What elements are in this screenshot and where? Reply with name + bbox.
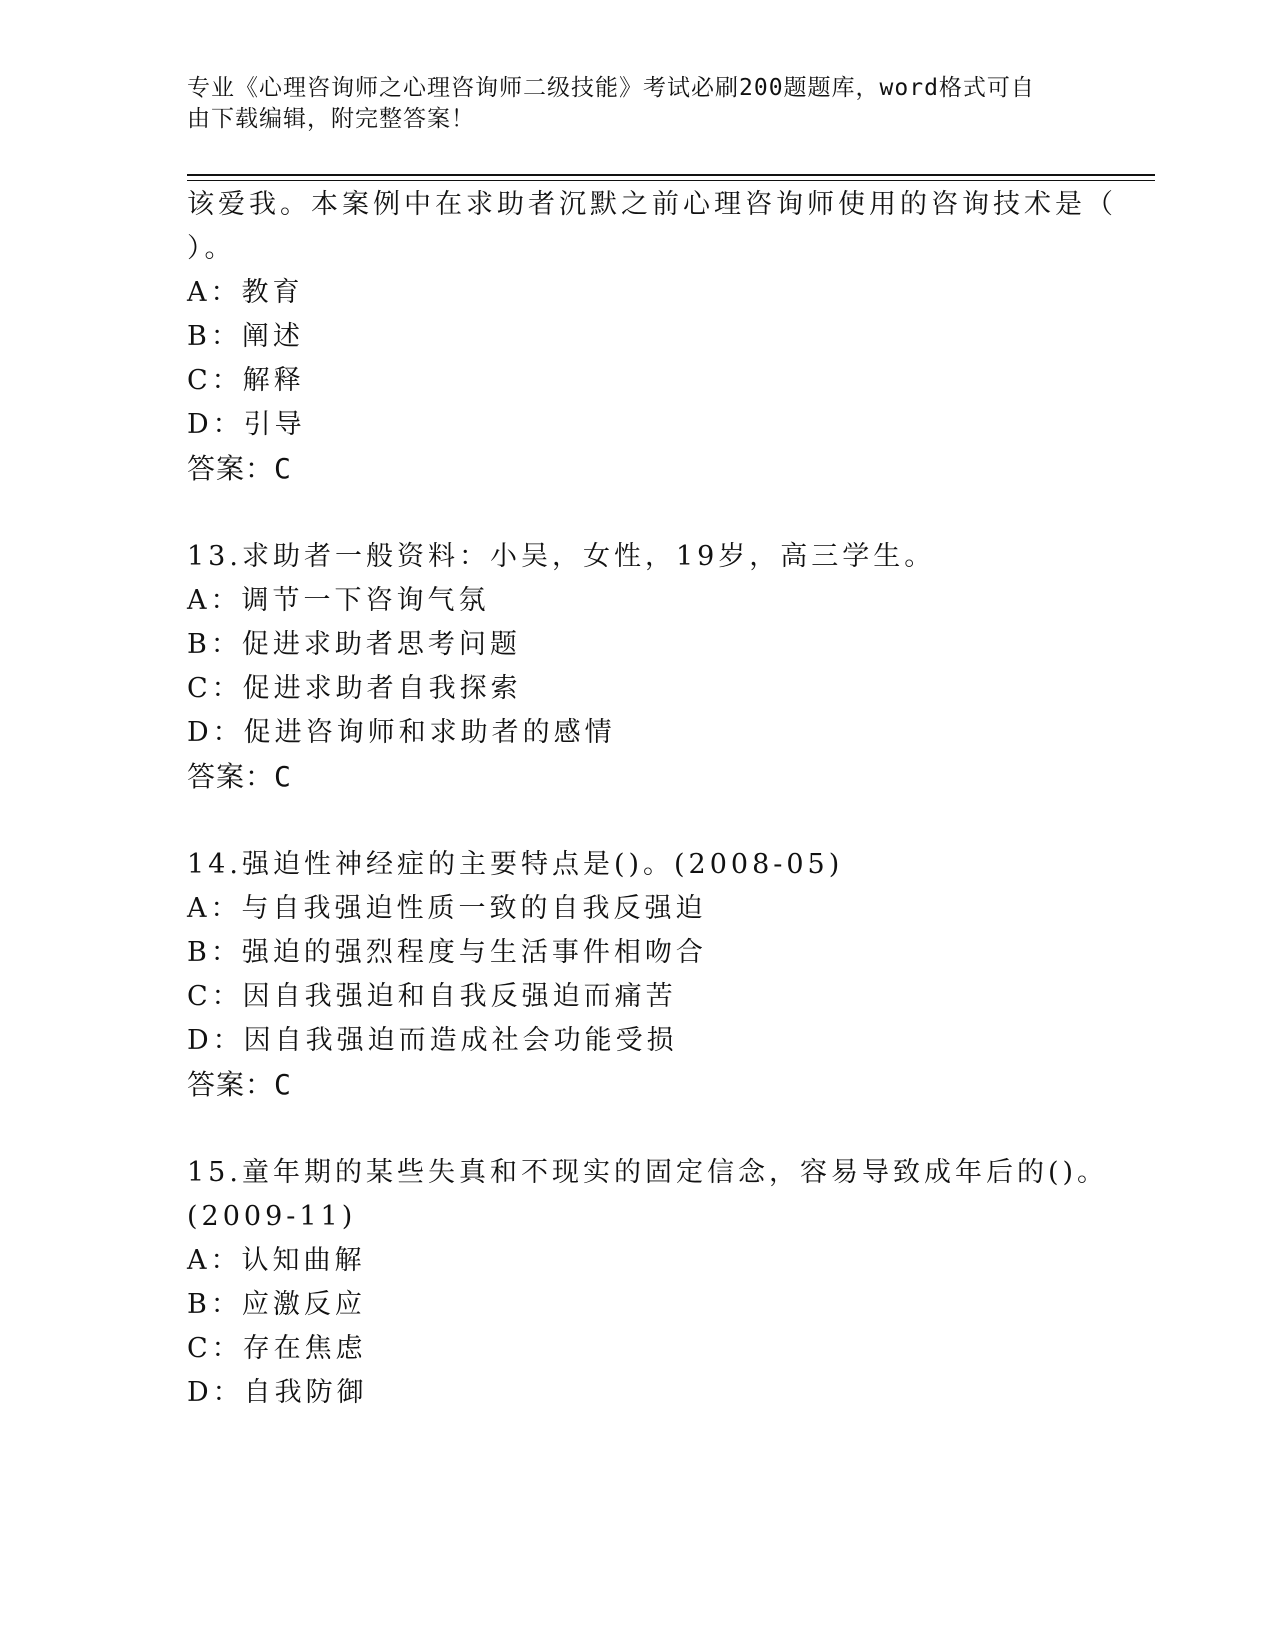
q15-stem-line-2: (2009-11): [187, 1201, 357, 1232]
q13-option-b: B：促进求助者思考问题: [187, 629, 521, 660]
q13-answer: 答案：C: [187, 760, 292, 793]
q14-option-d: D：因自我强迫而造成社会功能受损: [187, 1025, 678, 1056]
q14-stem: 14.强迫性神经症的主要特点是()。(2008-05): [187, 849, 844, 880]
q14-option-b: B：强迫的强烈程度与生活事件相吻合: [187, 937, 707, 968]
q14-option-a: A：与自我强迫性质一致的自我反强迫: [187, 893, 707, 924]
q12-option-d: D：引导: [187, 409, 306, 440]
q12-option-a: A：教育: [187, 277, 304, 308]
header-line-1: 专业《心理咨询师之心理咨询师二级技能》考试必刷200题题库，word格式可自: [187, 75, 1035, 101]
q15-option-a: A：认知曲解: [187, 1245, 366, 1276]
q12-option-c: C：解释: [187, 365, 305, 396]
q15-stem-line-1: 15.童年期的某些失真和不现实的固定信念，容易导致成年后的()。: [187, 1157, 1109, 1188]
q15-option-d: D：自我防御: [187, 1377, 368, 1408]
q12-stem-line-2: ）。: [187, 233, 236, 264]
header-divider-thin: [187, 180, 1155, 181]
q15-option-c: C：存在焦虑: [187, 1333, 367, 1364]
q14-answer: 答案：C: [187, 1068, 292, 1101]
q12-option-b: B：阐述: [187, 321, 304, 352]
document-header: [187, 73, 1057, 135]
q13-option-d: D：促进咨询师和求助者的感情: [187, 717, 616, 748]
q13-stem: 13.求助者一般资料：小吴，女性，19岁，高三学生。: [187, 541, 936, 572]
q14-option-c: C：因自我强迫和自我反强迫而痛苦: [187, 981, 677, 1012]
q15-option-b: B：应激反应: [187, 1289, 366, 1320]
q12-stem-line-1: 该爱我。本案例中在求助者沉默之前心理咨询师使用的咨询技术是（: [187, 189, 1117, 220]
header-divider-thick: [187, 174, 1155, 176]
q13-option-a: A：调节一下咨询气氛: [187, 585, 490, 616]
q12-answer: 答案：C: [187, 452, 292, 485]
header-line-2: 由下载编辑，附完整答案！: [187, 106, 475, 132]
q13-option-c: C：促进求助者自我探索: [187, 673, 522, 704]
